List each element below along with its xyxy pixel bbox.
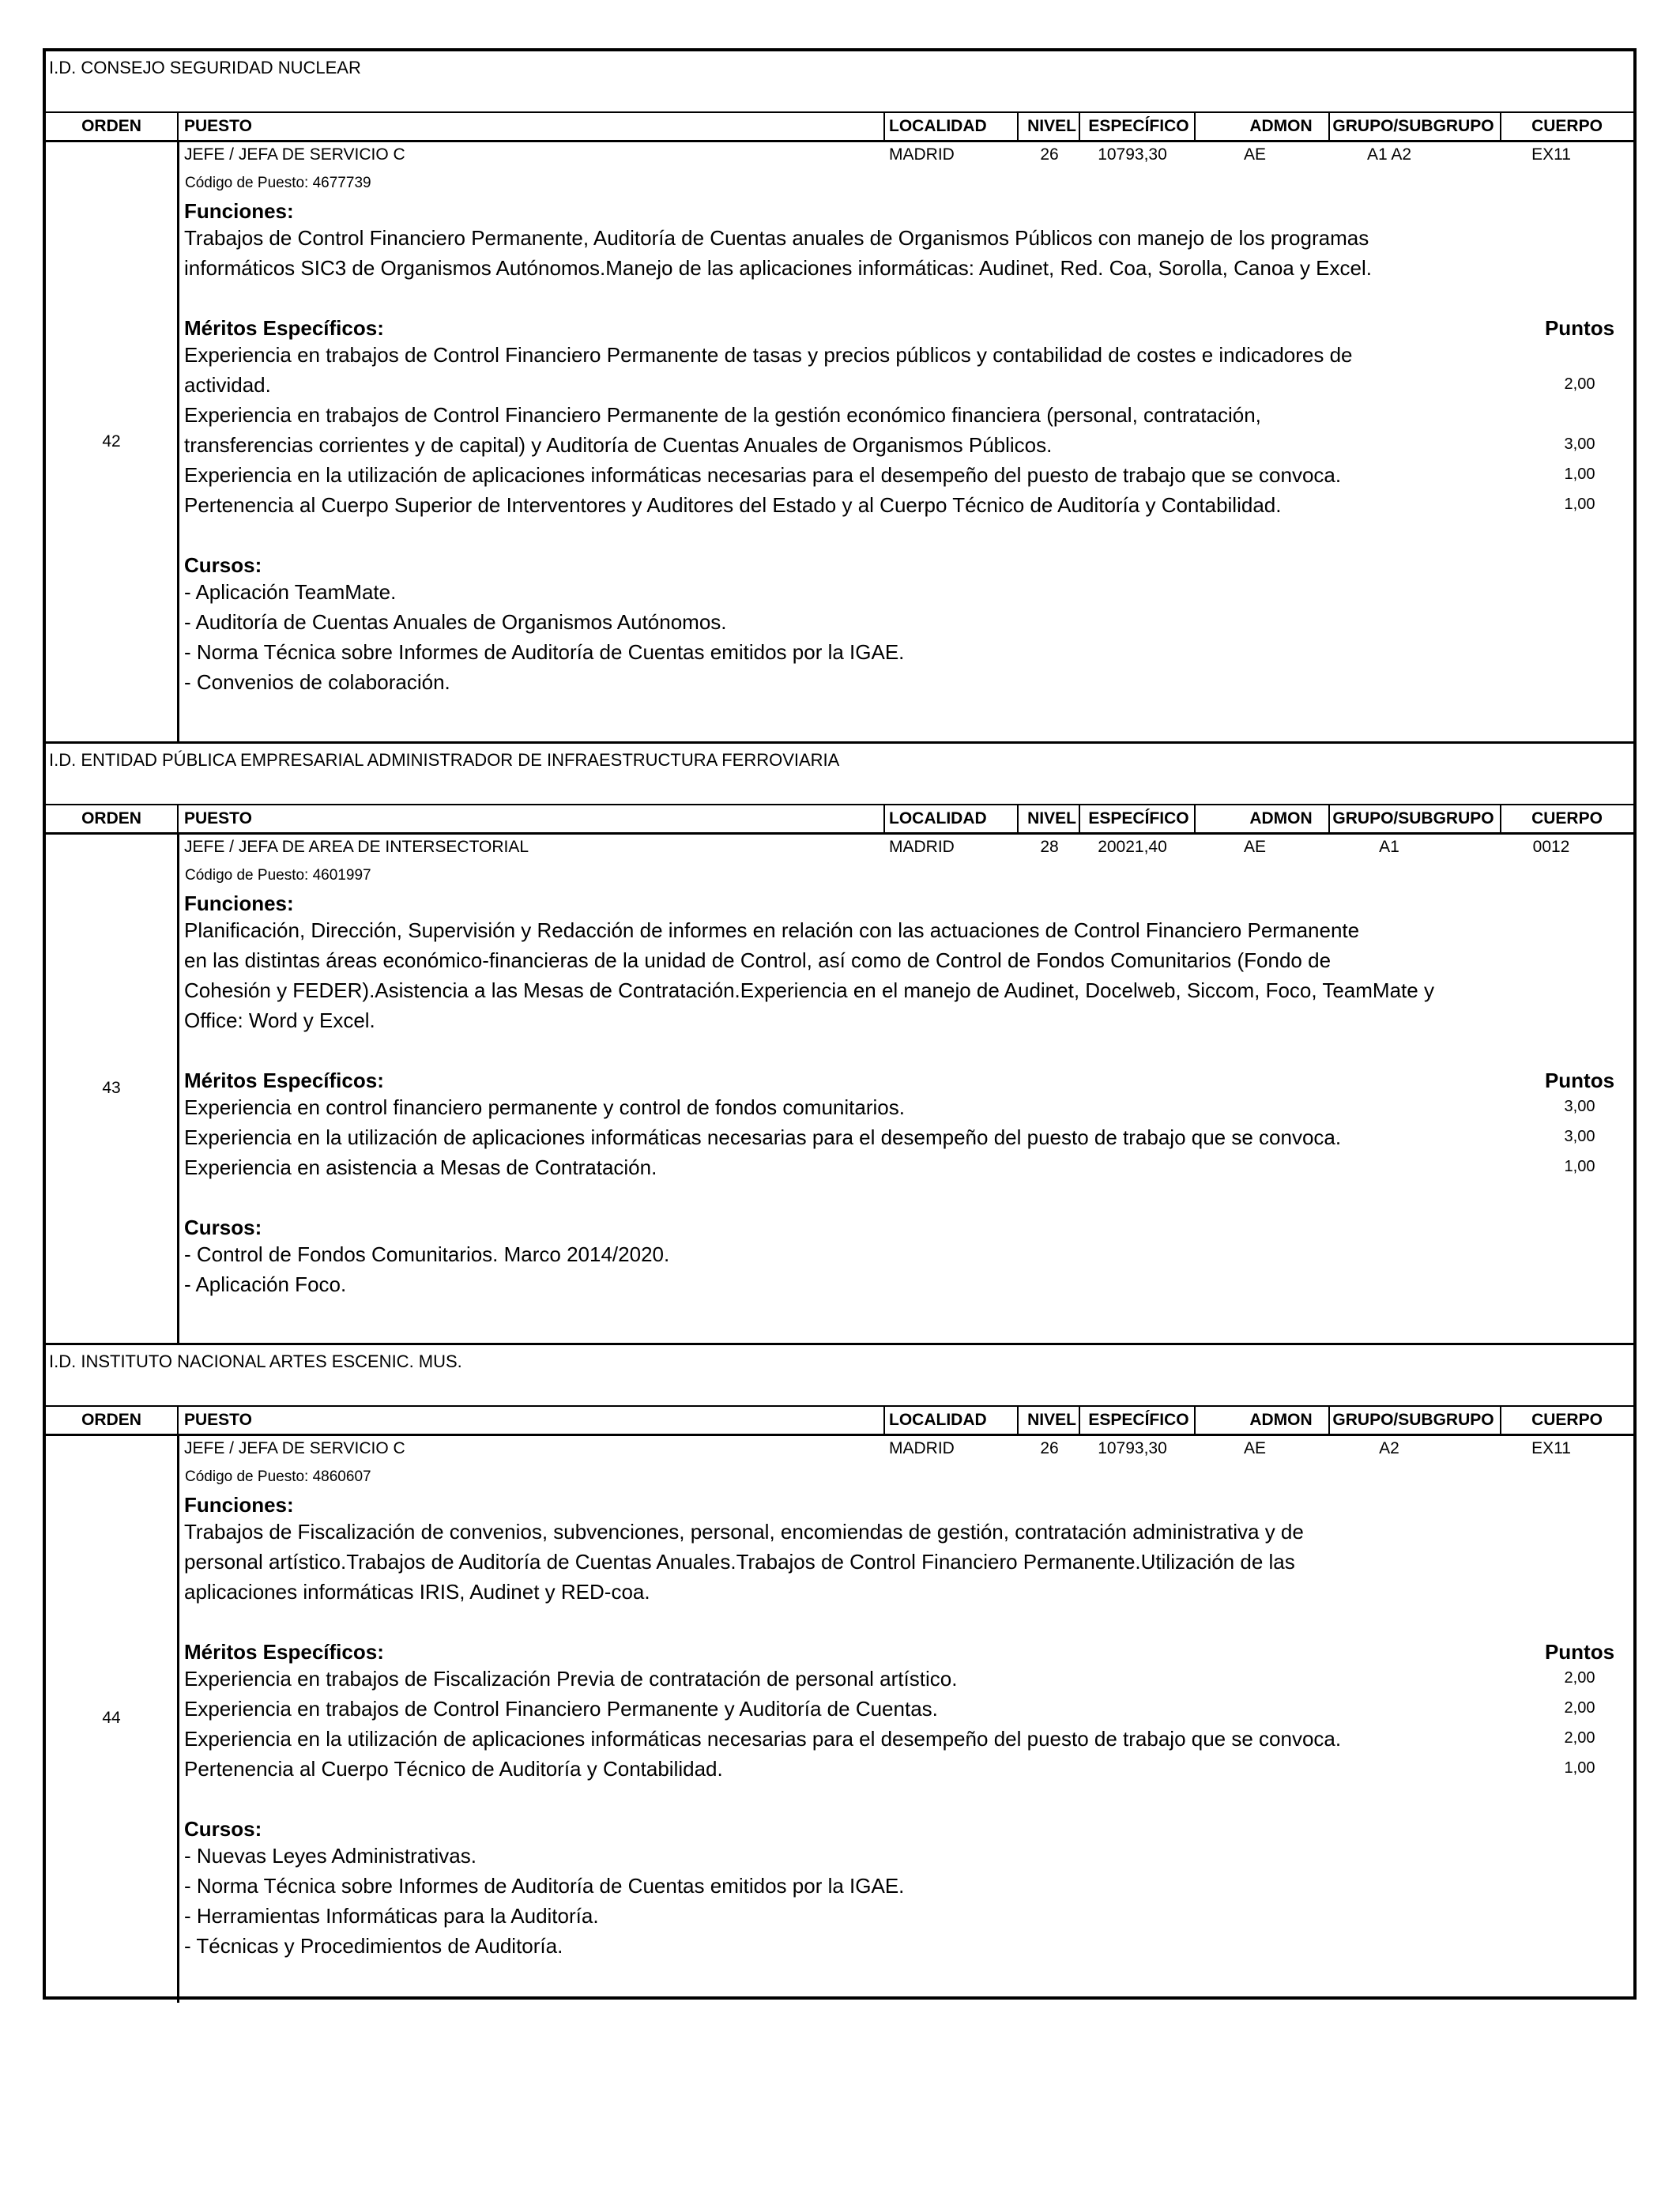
row-puesto: JEFE / JEFA DE SERVICIO C bbox=[184, 1439, 405, 1457]
merito-item bbox=[184, 1724, 1527, 1754]
curso-item: - Aplicación Foco. bbox=[184, 1272, 347, 1296]
curso-item: - Herramientas Informáticas para la Auditoría. bbox=[184, 1904, 599, 1928]
cursos-list bbox=[184, 577, 1527, 697]
merito-item bbox=[184, 340, 1527, 400]
column-header-cuerpo: CUERPO bbox=[1531, 117, 1603, 135]
column-header-grupo: GRUPO/SUBGRUPO bbox=[1332, 1411, 1494, 1429]
column-header-grupo: GRUPO/SUBGRUPO bbox=[1332, 809, 1494, 827]
header-divider bbox=[1194, 113, 1196, 140]
merito-line: Experiencia en trabajos de Control Financiero Permanente de la gestión económico financiera (personal, contratación, bbox=[184, 403, 1261, 427]
merito-puntos: 2,00 bbox=[1564, 375, 1595, 393]
curso-item: - Convenios de colaboración. bbox=[184, 670, 450, 694]
orden-number: 43 bbox=[102, 1079, 121, 1097]
orden-number: 42 bbox=[102, 432, 121, 450]
row-puesto: JEFE / JEFA DE AREA DE INTERSECTORIAL bbox=[184, 838, 529, 856]
header-divider bbox=[1328, 805, 1330, 832]
meritos-heading: Méritos Específicos: bbox=[184, 1069, 384, 1092]
merito-puntos: 2,00 bbox=[1564, 1729, 1595, 1747]
merito-puntos: 2,00 bbox=[1564, 1699, 1595, 1717]
row-cuerpo: 0012 bbox=[1532, 838, 1570, 856]
funciones-text bbox=[184, 1517, 1527, 1607]
row-grupo: A1 A2 bbox=[1366, 145, 1412, 164]
funciones-heading: Funciones: bbox=[184, 892, 294, 915]
funciones-text bbox=[184, 223, 1527, 283]
merito-item bbox=[184, 1694, 1527, 1724]
merito-item bbox=[184, 460, 1527, 490]
header-divider bbox=[1500, 805, 1501, 832]
row-puesto: JEFE / JEFA DE SERVICIO C bbox=[184, 145, 405, 164]
puntos-heading: Puntos bbox=[1544, 1640, 1615, 1664]
funciones-line: personal artístico.Trabajos de Auditoría de Cuentas Anuales.Trabajos de Control Financiero Permanente.Utilización de las bbox=[184, 1550, 1295, 1574]
header-divider bbox=[1194, 1407, 1196, 1434]
funciones-line: Trabajos de Fiscalización de convenios, subvenciones, personal, encomiendas de gestión, contratación administrativa y de bbox=[184, 1520, 1304, 1544]
merito-line: Experiencia en trabajos de Fiscalización Previa de contratación de personal artístico. bbox=[184, 1667, 958, 1691]
merito-line: actividad. bbox=[184, 373, 271, 397]
header-divider bbox=[1079, 1407, 1080, 1434]
merito-line: Experiencia en trabajos de Control Financiero Permanente y Auditoría de Cuentas. bbox=[184, 1697, 938, 1721]
merito-line: Pertenencia al Cuerpo Superior de Interventores y Auditores del Estado y al Cuerpo Técnico de Auditoría y Contabilidad. bbox=[184, 493, 1282, 517]
header-divider bbox=[1079, 113, 1080, 140]
meritos-heading: Méritos Específicos: bbox=[184, 1640, 384, 1664]
curso-item: - Técnicas y Procedimientos de Auditoría. bbox=[184, 1934, 563, 1958]
funciones-line: Cohesión y FEDER).Asistencia a las Mesas de Contratación.Experiencia en el manejo de Audinet, Docelweb, Siccom, Foco, TeamMate y bbox=[184, 978, 1434, 1002]
curso-item: - Aplicación TeamMate. bbox=[184, 580, 397, 604]
merito-line: transferencias corrientes y de capital) y Auditoría de Cuentas Anuales de Organismos Públicos. bbox=[184, 433, 1053, 457]
row-grupo: A2 bbox=[1379, 1439, 1399, 1457]
column-header-admon: ADMON bbox=[1249, 809, 1313, 827]
funciones-heading: Funciones: bbox=[184, 199, 294, 223]
cursos-list bbox=[184, 1841, 1527, 1961]
header-divider bbox=[1500, 1407, 1501, 1434]
row-especifico: 10793,30 bbox=[1098, 145, 1167, 164]
row-admon: AE bbox=[1243, 1439, 1266, 1457]
header-divider bbox=[1194, 805, 1196, 832]
cursos-heading: Cursos: bbox=[184, 1216, 262, 1239]
column-header-puesto: PUESTO bbox=[184, 117, 252, 135]
meritos-heading: Méritos Específicos: bbox=[184, 316, 384, 340]
column-header-nivel: NIVEL bbox=[1027, 809, 1076, 827]
merito-item bbox=[184, 1754, 1527, 1784]
document-table bbox=[43, 48, 1637, 2000]
funciones-line: aplicaciones informáticas IRIS, Audinet y RED-coa. bbox=[184, 1580, 650, 1604]
puntos-heading: Puntos bbox=[1544, 316, 1615, 340]
row-admon: AE bbox=[1243, 145, 1266, 164]
header-divider bbox=[883, 113, 885, 140]
funciones-line: Trabajos de Control Financiero Permanente, Auditoría de Cuentas anuales de Organismos Públicos con manejo de los programas bbox=[184, 226, 1369, 250]
merito-item bbox=[184, 1152, 1527, 1182]
column-header-admon: ADMON bbox=[1249, 1411, 1313, 1429]
merito-item bbox=[184, 1664, 1527, 1694]
job-block bbox=[46, 1345, 1633, 2003]
cursos-list bbox=[184, 1239, 1527, 1299]
column-header-orden: ORDEN bbox=[81, 117, 141, 135]
codigo-puesto: Código de Puesto: 4860607 bbox=[185, 1468, 371, 1485]
organism-title: I.D. ENTIDAD PÚBLICA EMPRESARIAL ADMINISTRADOR DE INFRAESTRUCTURA FERROVIARIA bbox=[49, 750, 840, 770]
job-body bbox=[46, 142, 1633, 744]
column-header-especifico: ESPECÍFICO bbox=[1088, 809, 1189, 827]
row-nivel: 28 bbox=[1040, 838, 1059, 856]
job-block bbox=[46, 744, 1633, 1345]
orden-column bbox=[46, 142, 179, 744]
column-header-row bbox=[46, 111, 1633, 142]
column-header-especifico: ESPECÍFICO bbox=[1088, 1411, 1189, 1429]
header-divider bbox=[1328, 1407, 1330, 1434]
organism-title: I.D. INSTITUTO NACIONAL ARTES ESCENIC. MUS. bbox=[49, 1351, 462, 1371]
funciones-heading: Funciones: bbox=[184, 1493, 294, 1517]
column-header-localidad: LOCALIDAD bbox=[889, 1411, 987, 1429]
column-header-localidad: LOCALIDAD bbox=[889, 117, 987, 135]
column-header-nivel: NIVEL bbox=[1027, 117, 1076, 135]
column-header-puesto: PUESTO bbox=[184, 809, 252, 827]
merito-line: Experiencia en asistencia a Mesas de Contratación. bbox=[184, 1155, 657, 1179]
header-divider bbox=[1017, 1407, 1019, 1434]
merito-item bbox=[184, 400, 1527, 460]
row-cuerpo: EX11 bbox=[1531, 1439, 1571, 1457]
cursos-heading: Cursos: bbox=[184, 1817, 262, 1841]
funciones-line: Planificación, Dirección, Supervisión y Redacción de informes en relación con las actuaciones de Control Financiero Permanente bbox=[184, 918, 1360, 942]
header-divider bbox=[1079, 805, 1080, 832]
curso-item: - Norma Técnica sobre Informes de Auditoría de Cuentas emitidos por la IGAE. bbox=[184, 640, 905, 664]
row-grupo: A1 bbox=[1379, 838, 1399, 856]
curso-item: - Auditoría de Cuentas Anuales de Organismos Autónomos. bbox=[184, 610, 727, 634]
column-header-orden: ORDEN bbox=[81, 1411, 141, 1429]
column-header-especifico: ESPECÍFICO bbox=[1088, 117, 1189, 135]
funciones-line: informáticos SIC3 de Organismos Autónomos.Manejo de las aplicaciones informáticas: Audinet, Red. Coa, Sorolla, Canoa y Excel. bbox=[184, 256, 1372, 280]
merito-item bbox=[184, 490, 1527, 520]
job-body bbox=[46, 835, 1633, 1345]
row-nivel: 26 bbox=[1040, 1439, 1059, 1457]
column-header-row bbox=[46, 804, 1633, 835]
header-divider bbox=[883, 1407, 885, 1434]
column-header-cuerpo: CUERPO bbox=[1531, 809, 1603, 827]
merito-puntos: 1,00 bbox=[1564, 466, 1595, 483]
header-divider bbox=[177, 1407, 179, 1434]
header-divider bbox=[177, 805, 179, 832]
merito-line: Experiencia en la utilización de aplicaciones informáticas necesarias para el desempeño del puesto de trabajo que se convoca. bbox=[184, 463, 1342, 487]
cursos-heading: Cursos: bbox=[184, 553, 262, 577]
codigo-puesto: Código de Puesto: 4601997 bbox=[185, 867, 371, 884]
codigo-puesto: Código de Puesto: 4677739 bbox=[185, 175, 371, 191]
merito-puntos: 2,00 bbox=[1564, 1669, 1595, 1687]
row-especifico: 20021,40 bbox=[1098, 838, 1167, 856]
column-header-localidad: LOCALIDAD bbox=[889, 809, 987, 827]
merito-line: Experiencia en control financiero permanente y control de fondos comunitarios. bbox=[184, 1095, 905, 1119]
row-nivel: 26 bbox=[1040, 145, 1059, 164]
curso-item: - Nuevas Leyes Administrativas. bbox=[184, 1844, 477, 1868]
row-admon: AE bbox=[1243, 838, 1266, 856]
funciones-line: Office: Word y Excel. bbox=[184, 1008, 375, 1032]
header-divider bbox=[883, 805, 885, 832]
merito-puntos: 1,00 bbox=[1564, 1759, 1595, 1777]
merito-line: Experiencia en la utilización de aplicaciones informáticas necesarias para el desempeño del puesto de trabajo que se convoca. bbox=[184, 1125, 1342, 1149]
header-divider bbox=[1328, 113, 1330, 140]
row-cuerpo: EX11 bbox=[1531, 145, 1571, 164]
merito-puntos: 3,00 bbox=[1564, 1128, 1595, 1145]
column-header-puesto: PUESTO bbox=[184, 1411, 252, 1429]
column-header-grupo: GRUPO/SUBGRUPO bbox=[1332, 117, 1494, 135]
merito-puntos: 3,00 bbox=[1564, 435, 1595, 453]
merito-puntos: 1,00 bbox=[1564, 1158, 1595, 1175]
column-header-nivel: NIVEL bbox=[1027, 1411, 1076, 1429]
merito-puntos: 3,00 bbox=[1564, 1098, 1595, 1115]
header-divider bbox=[1500, 113, 1501, 140]
orden-number: 44 bbox=[102, 1708, 121, 1727]
header-divider bbox=[177, 113, 179, 140]
merito-puntos: 1,00 bbox=[1564, 496, 1595, 513]
merito-line: Experiencia en trabajos de Control Financiero Permanente de tasas y precios públicos y contabilidad de costes e indicadores de bbox=[184, 343, 1353, 367]
job-block bbox=[46, 51, 1633, 744]
merito-item bbox=[184, 1122, 1527, 1152]
column-header-row bbox=[46, 1405, 1633, 1436]
column-header-cuerpo: CUERPO bbox=[1531, 1411, 1603, 1429]
curso-item: - Norma Técnica sobre Informes de Auditoría de Cuentas emitidos por la IGAE. bbox=[184, 1874, 905, 1898]
header-divider bbox=[1017, 805, 1019, 832]
funciones-line: en las distintas áreas económico-financieras de la unidad de Control, así como de Control de Fondos Comunitarios (Fondo de bbox=[184, 948, 1332, 972]
row-especifico: 10793,30 bbox=[1098, 1439, 1167, 1457]
orden-column bbox=[46, 1436, 179, 2003]
organism-title: I.D. CONSEJO SEGURIDAD NUCLEAR bbox=[49, 58, 361, 77]
job-body bbox=[46, 1436, 1633, 2003]
column-header-admon: ADMON bbox=[1249, 117, 1313, 135]
puntos-heading: Puntos bbox=[1544, 1069, 1615, 1092]
row-localidad: MADRID bbox=[889, 838, 955, 856]
column-header-orden: ORDEN bbox=[81, 809, 141, 827]
row-localidad: MADRID bbox=[889, 145, 955, 164]
merito-line: Experiencia en la utilización de aplicaciones informáticas necesarias para el desempeño del puesto de trabajo que se convoca. bbox=[184, 1727, 1342, 1751]
merito-item bbox=[184, 1092, 1527, 1122]
header-divider bbox=[1017, 113, 1019, 140]
funciones-text bbox=[184, 915, 1527, 1035]
curso-item: - Control de Fondos Comunitarios. Marco 2014/2020. bbox=[184, 1242, 670, 1266]
row-localidad: MADRID bbox=[889, 1439, 955, 1457]
merito-line: Pertenencia al Cuerpo Técnico de Auditoría y Contabilidad. bbox=[184, 1757, 723, 1781]
orden-column bbox=[46, 835, 179, 1345]
